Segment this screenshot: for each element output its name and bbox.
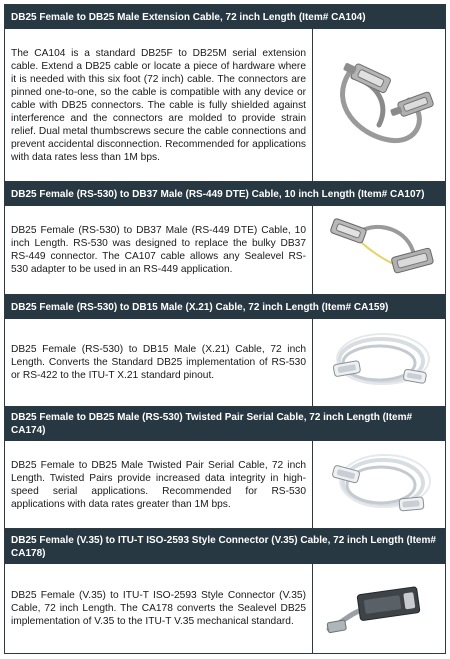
- product-table: [4, 4, 446, 654]
- product-title: DB25 Female (RS-530) to DB15 Male (X.21) Cable, 72 inch Length (Item# CA159): [5, 295, 445, 319]
- product-title: DB25 Female (V.35) to ITU-T ISO-2593 Style Connector (V.35) Cable, 72 inch Length (Item# CA178): [5, 529, 445, 564]
- v35-connector-cable-icon: [319, 571, 439, 647]
- description-text: DB25 Female to DB25 Male Twisted Pair Serial Cable, 72 inch Length. Twisted Pairs provide increased data integrity in high-speed serial applications. Recommended for RS-530 applications with data rates greater than 1M bps.: [11, 459, 306, 510]
- white-coiled-cable-icon: [319, 325, 439, 401]
- db25-to-db37-adapter-cable-icon: [319, 210, 439, 290]
- description-text: DB25 Female (V.35) to ITU-T ISO-2593 Style Connector (V.35) Cable, 72 inch Length. The CA178 converts the Sealevel DB25 implementation of V.35 to the ITU-T V.35 mechanical standard.: [11, 590, 306, 627]
- product-title: DB25 Female to DB25 Male (RS-530) Twisted Pair Serial Cable, 72 inch Length (Item# CA174): [5, 407, 445, 441]
- product-image-cell: [313, 29, 445, 181]
- product-image-cell: [313, 564, 445, 653]
- product-ca174: [4, 407, 446, 529]
- product-image-cell: [313, 206, 445, 294]
- product-description: [5, 441, 313, 528]
- gray-db25-extension-cable-icon: [319, 45, 439, 165]
- white-coiled-cable-icon: [319, 447, 439, 523]
- product-ca178: [4, 529, 446, 654]
- product-image-cell: [313, 441, 445, 528]
- product-title: DB25 Female (RS-530) to DB37 Male (RS-449 DTE) Cable, 10 inch Length (Item# CA107): [5, 182, 445, 206]
- product-description: [5, 564, 313, 653]
- description-text: DB25 Female (RS-530) to DB15 Male (X.21) Cable, 72 inch Length. Converts the Standard DB25 implementation of RS-530 or RS-422 to the ITU-T X.21 standard pinout.: [11, 344, 306, 381]
- product-description: [5, 29, 313, 181]
- product-description: [5, 206, 313, 294]
- product-title: DB25 Female to DB25 Male Extension Cable, 72 inch Length (Item# CA104): [5, 5, 445, 29]
- product-ca104: [4, 4, 446, 182]
- product-ca107: [4, 182, 446, 295]
- product-ca159: [4, 295, 446, 407]
- product-description: [5, 319, 313, 406]
- description-text: The CA104 is a standard DB25F to DB25M serial extension cable. Extend a DB25 cable or locate a piece of hardware where it is needed with this six foot (72 inch) cable. The connectors are pinned one-to-one, so the cable is compatible with any device or cable with DB25 connectors. The cable is fully shielded against interference and the connectors are molded to provide strain relief. Dual metal thumbscrews secure the cable connections and prevent accidental disconnection. Recommended for applications with data rates less than 1M bps.: [11, 47, 306, 163]
- description-text: DB25 Female (RS-530) to DB37 Male (RS-449 DTE) Cable, 10 inch Length. RS-530 was designed to replace the bulky DB37 RS-449 connector. The CA107 cable allows any Sealevel RS-530 adapter to be used in an RS-449 application.: [11, 225, 306, 275]
- product-image-cell: [313, 319, 445, 406]
